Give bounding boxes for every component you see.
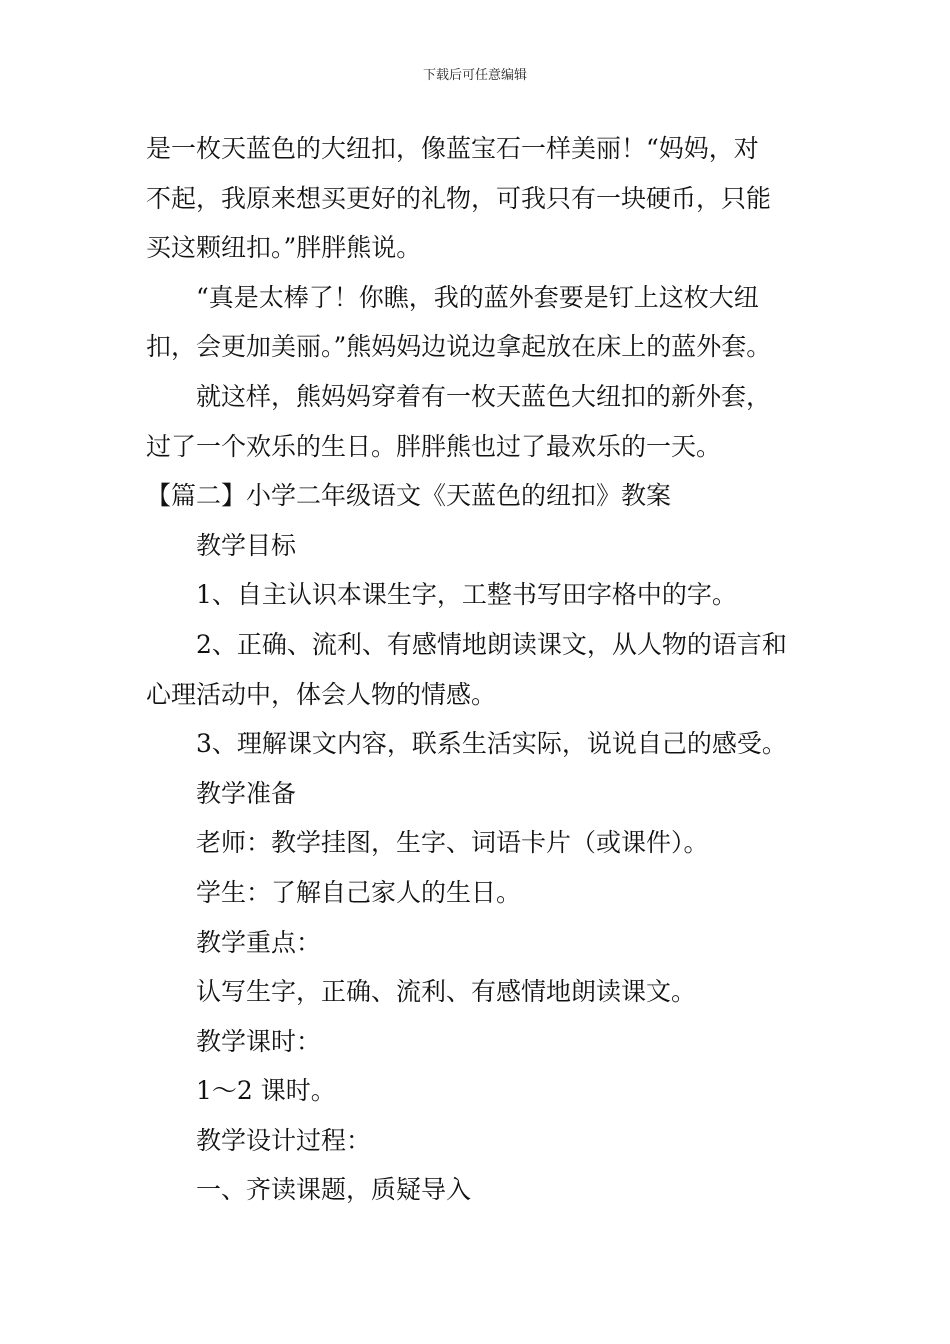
list-item: 3、理解课文内容，联系生活实际，说说自己的感受。 xyxy=(196,729,787,759)
text-line: 扣，会更加美丽。”熊妈妈边说边拿起放在床上的蓝外套。 xyxy=(146,332,772,362)
page-header: 下载后可任意编辑 xyxy=(422,68,527,83)
document-body xyxy=(146,124,806,1215)
text-line: 是一枚天蓝色的大纽扣，像蓝宝石一样美丽！“妈妈，对 xyxy=(146,134,759,163)
list-item: 1、自主认识本课生字，工整书写田字格中的字。 xyxy=(196,580,737,610)
text-line: 1～2 课时。 xyxy=(196,1076,336,1106)
text-line: 一、齐读课题，质疑导入 xyxy=(196,1175,472,1205)
text-line: 老师：教学挂图，生字、词语卡片（或课件）。 xyxy=(196,828,709,858)
section-heading: 【篇二】小学二年级语文《天蓝色的纽扣》教案 xyxy=(146,481,672,511)
text-line: 不起，我原来想买更好的礼物，可我只有一块硬币，只能 xyxy=(146,183,772,213)
text-line: 过了一个欢乐的生日。胖胖熊也过了最欢乐的一天。 xyxy=(146,431,722,461)
list-item-continuation: 心理活动中，体会人物的情感。 xyxy=(146,679,497,709)
list-item: 2、正确、流利、有感情地朗读课文，从人物的语言和 xyxy=(196,629,787,659)
subheading: 教学课时： xyxy=(196,1026,322,1056)
text-line: 就这样，熊妈妈穿着有一枚天蓝色大纽扣的新外套， xyxy=(196,381,772,411)
text-line: 买这颗纽扣。”胖胖熊说。 xyxy=(146,233,422,263)
subheading: 教学重点： xyxy=(196,927,322,957)
subheading: 教学设计过程： xyxy=(196,1125,372,1155)
subheading: 教学准备 xyxy=(196,778,297,808)
text-line: 学生：了解自己家人的生日。 xyxy=(196,877,522,907)
subheading: 教学目标 xyxy=(196,530,297,560)
text-line: “真是太棒了！你瞧，我的蓝外套要是钉上这枚大纽 xyxy=(196,282,759,312)
text-line: 认写生字，正确、流利、有感情地朗读课文。 xyxy=(196,977,697,1007)
